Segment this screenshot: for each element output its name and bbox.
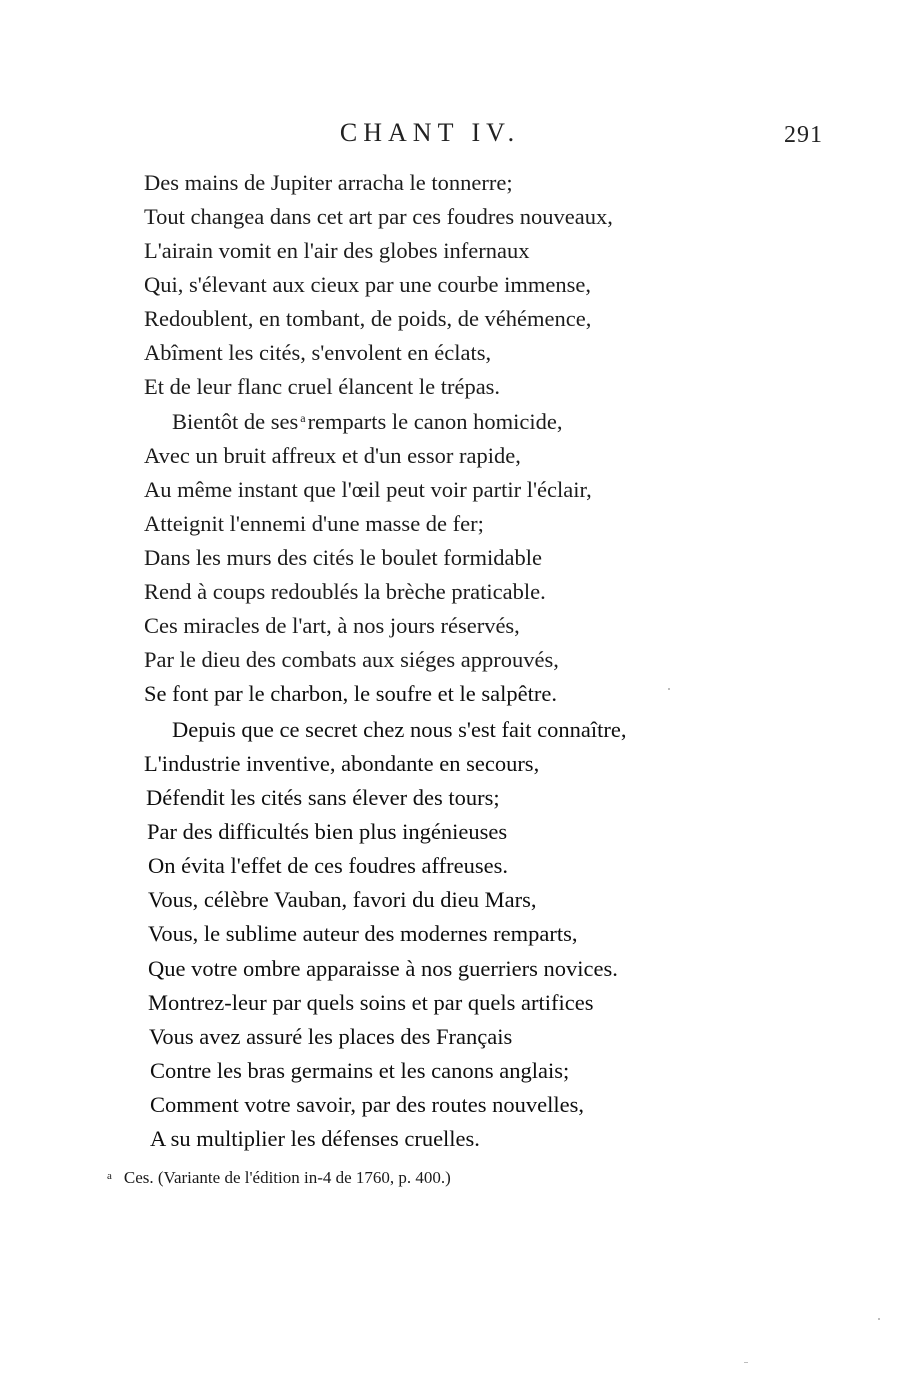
verse-line: Ces miracles de l'art, à nos jours réservés, — [144, 613, 520, 638]
footnote-marker: a — [107, 1170, 112, 1182]
verse-line — [172, 405, 562, 439]
verse-line: Des mains de Jupiter arracha le tonnerre; — [144, 170, 513, 195]
verse-text: remparts le canon homicide, — [307, 409, 563, 434]
verse-line: Vous, célèbre Vauban, favori du dieu Mars, — [148, 887, 537, 912]
verse-line: Par des difficultés bien plus ingénieuses — [147, 819, 508, 844]
verse-line: Dans les murs des cités le boulet formidable — [144, 545, 543, 570]
verse-line: Depuis que ce secret chez nous s'est fait connaître, — [172, 717, 627, 742]
verse-line: Vous, le sublime auteur des modernes remparts, — [148, 921, 578, 946]
verse-line: Et de leur flanc cruel élancent le trépas. — [144, 374, 501, 399]
verse-line: Vous avez assuré les places des Français — [149, 1024, 513, 1049]
verse-text: Bientôt de ses — [172, 409, 299, 434]
verse-line: Défendit les cités sans élever des tours; — [146, 785, 500, 810]
verse-line: Qui, s'élevant aux cieux par une courbe immense, — [144, 272, 592, 297]
verse-line: Avec un bruit affreux et d'un essor rapide, — [144, 443, 521, 468]
running-head — [0, 118, 900, 158]
verse-line: L'airain vomit en l'air des globes infernaux — [144, 238, 530, 263]
verse-line: L'industrie inventive, abondante en secours, — [144, 751, 540, 776]
verse-line: On évita l'effet de ces foudres affreuses. — [148, 853, 508, 878]
verse-line: Au même instant que l'œil peut voir partir l'éclair, — [144, 477, 592, 502]
footnote-reference: a — [300, 411, 306, 425]
verse-line: Tout changea dans cet art par ces foudres nouveaux, — [144, 204, 613, 229]
verse-line: Redoublent, en tombant, de poids, de véhémence, — [144, 306, 592, 331]
footnote — [107, 1168, 451, 1188]
verse-line: A su multiplier les défenses cruelles. — [150, 1126, 480, 1151]
verse-line: Abîment les cités, s'envolent en éclats, — [144, 340, 492, 365]
verse-line: Montrez-leur par quels soins et par quels artifices — [148, 990, 594, 1015]
verse-line: Contre les bras germains et les canons anglais; — [150, 1058, 570, 1083]
verse-line: Se font par le charbon, le soufre et le salpêtre. — [144, 681, 557, 706]
paper-speck — [744, 1362, 748, 1363]
verse-line: Que votre ombre apparaisse à nos guerriers novices. — [148, 956, 618, 981]
paper-speck — [878, 1318, 880, 1320]
verse-line: Atteignit l'ennemi d'une masse de fer; — [144, 511, 484, 536]
paper-speck — [668, 688, 670, 690]
footnote-text: Ces. (Variante de l'édition in-4 de 1760, p. 400.) — [123, 1168, 451, 1187]
page-number: 291 — [784, 122, 823, 148]
verse-line: Par le dieu des combats aux siéges approuvés, — [144, 647, 559, 672]
verse-line: Rend à coups redoublés la brèche praticable. — [144, 579, 546, 604]
chapter-title: CHANT IV. — [339, 118, 521, 147]
verse-line: Comment votre savoir, par des routes nouvelles, — [150, 1092, 585, 1117]
